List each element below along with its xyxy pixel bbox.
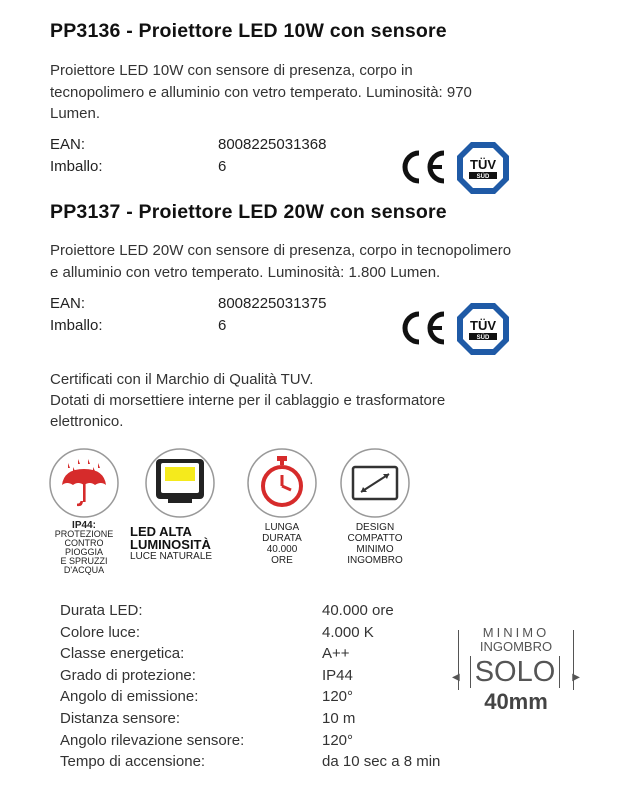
feature-duration-label: LUNGA DURATA 40.000 ORE xyxy=(262,522,302,566)
certification-text xyxy=(50,369,610,432)
svg-text:TÜV: TÜV xyxy=(470,157,496,172)
specs-table xyxy=(60,600,440,773)
spec-row: Grado di protezione: IP44 xyxy=(60,666,353,684)
cert-line: Dotati di morsettiere interne per il cablaggio e trasformatore xyxy=(50,392,446,409)
product-2-pack-value: 6 xyxy=(218,317,227,334)
product-1-description xyxy=(50,60,610,125)
product-1-title: PP3136 - Proiettore LED 10W con sensore xyxy=(50,20,447,42)
spec-row: Distanza sensore: 10 m xyxy=(60,709,356,727)
ce-mark-logo xyxy=(398,308,450,353)
product-1-ean-value: 8008225031368 xyxy=(218,136,327,153)
arrow-left-icon: ◀ xyxy=(452,672,460,683)
product-2-ean-label: EAN: xyxy=(50,295,86,312)
minimum-size-badge xyxy=(452,625,580,718)
product-1-desc-line: tecnopolimero e alluminio con vetro temperato. Luminosità: 970 xyxy=(50,83,472,101)
svg-text:TÜV: TÜV xyxy=(470,318,496,333)
spec-row: Tempo di accensione: da 10 sec a 8 min xyxy=(60,753,441,771)
product-1-ean-label: EAN: xyxy=(50,136,86,153)
cert-line: Certificati con il Marchio di Qualità TUV. xyxy=(50,371,314,388)
stopwatch-icon xyxy=(246,447,318,524)
product-2-desc-line: e alluminio con vetro temperato. Luminosità: 1.800 Lumen. xyxy=(50,263,441,281)
svg-text:SÜD: SÜD xyxy=(476,174,490,180)
led-floodlight-icon xyxy=(144,447,216,524)
tuv-sud-logo xyxy=(455,301,511,362)
product-1-pack-label: Imballo: xyxy=(50,158,103,175)
svg-text:SÜD: SÜD xyxy=(476,335,490,341)
spec-row: Angolo di emissione: 120° xyxy=(60,688,354,706)
feature-design-label: DESIGN COMPATTO MINIMO INGOMBRO xyxy=(347,522,403,566)
cert-line: elettronico. xyxy=(50,413,124,430)
product-1-desc-line: Lumen. xyxy=(50,105,101,122)
badge-line-1: MINIMO xyxy=(482,625,550,640)
product-2-ean-value: 8008225031375 xyxy=(218,295,327,312)
arrow-right-icon: ▶ xyxy=(572,672,580,683)
product-1-desc-line: Proiettore LED 10W con sensore di presenza, corpo in xyxy=(50,62,413,79)
product-2-pack-label: Imballo: xyxy=(50,317,103,334)
compact-size-icon xyxy=(339,447,411,524)
feature-ip44-label: IP44: PROTEZIONE CONTRO PIOGGIA E SPRUZZI D'ACQUA xyxy=(54,520,114,575)
spec-row: Colore luce: 4.000 K xyxy=(60,623,374,641)
product-2-title: PP3137 - Proiettore LED 20W con sensore xyxy=(50,201,447,223)
spec-row: Durata LED: 40.000 ore xyxy=(60,602,394,619)
product-2-desc-line: Proiettore LED 20W con sensore di presenza, corpo in tecnopolimero xyxy=(50,242,512,259)
badge-line-2: INGOMBRO xyxy=(479,639,553,654)
spec-row: Angolo rilevazione sensore: 120° xyxy=(60,731,354,749)
feature-led-label: LED ALTA LUMINOSITÀ LUCE NATURALE xyxy=(130,524,213,562)
badge-line-4: 40mm xyxy=(484,689,548,714)
tuv-sud-logo xyxy=(455,140,511,201)
product-2-description xyxy=(50,240,625,283)
umbrella-rain-icon xyxy=(48,447,120,524)
spec-row: Classe energetica: A++ xyxy=(60,645,350,663)
product-1-pack-value: 6 xyxy=(218,158,227,175)
badge-line-3: SOLO xyxy=(470,656,560,688)
ce-mark-logo xyxy=(398,147,450,192)
